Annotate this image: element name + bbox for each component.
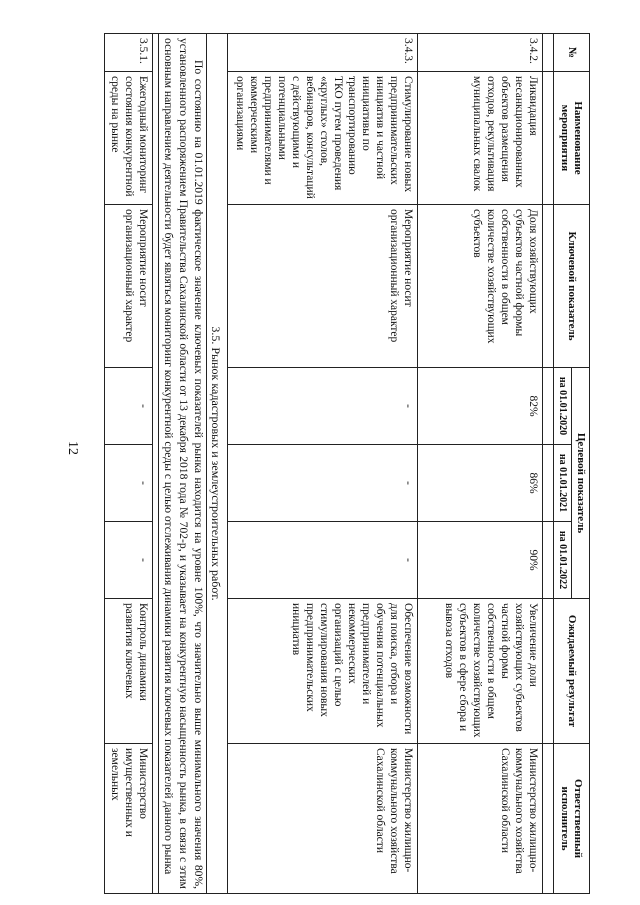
row-num: 3.5.1. — [105, 34, 153, 72]
row-name: Ежегодный мониторинг состояния конкурентной среды на рынке — [105, 72, 153, 205]
table-row — [228, 34, 418, 894]
row-value-2021: - — [105, 445, 153, 522]
row-value-2022: 90% — [418, 522, 543, 599]
header-name: Наименование мероприятия — [554, 72, 590, 205]
row-value-2022: - — [228, 522, 418, 599]
table-row — [105, 34, 153, 894]
header-year-2020: на 01.01.2020 — [554, 368, 572, 445]
row-indicator: Мероприятие носит организационный характер — [228, 205, 418, 368]
section-title-row — [207, 34, 228, 894]
section-paragraph-row — [159, 34, 207, 894]
section-title: 3.5. Рынок кадастровых и землеустроительных работ. — [207, 34, 228, 894]
table-header-row — [572, 34, 590, 894]
row-indicator: Мероприятие носит организационный характер — [105, 205, 153, 368]
header-num: № — [554, 34, 590, 72]
measures-table — [104, 33, 590, 894]
header-year-2022: на 01.01.2022 — [554, 522, 572, 599]
header-expected: Ожидаемый результат — [554, 599, 590, 744]
row-name: Ликвидация несанкционированных объектов размещения отходов, рекультивация муниципальных свалок — [418, 72, 543, 205]
row-expected: Увеличение доли хозяйствующих субъектов частной формы собственности в общем количестве хозяйствующих субъектов в сфере сбора и вывоза отходов — [418, 599, 543, 744]
section-paragraph: По состоянию на 01.01.2019 фактическое значение ключевых показателей рынка находится на уровне 100%, что значительно выше минимального значения 80%, установленного распоряжением Правительства Сахалинской области от 13 декабря 2018 года № 702-р, и указывает на конкурентную насыщенность рынка, в связи с этим основным направлением деятельности будет являться мониторинг конкурентной среды с целью отслеживания динамики развития ключевых показателей данного рынка — [159, 34, 207, 894]
spacer-row — [153, 34, 159, 894]
rotated-table-sheet — [82, 33, 590, 893]
table-row — [418, 34, 543, 894]
header-key-indicator: Ключевой показатель — [554, 205, 590, 368]
row-num: 3.4.2. — [418, 34, 543, 72]
row-value-2021: - — [228, 445, 418, 522]
row-indicator: Доля хозяйствующих субъектов частной формы собственности в общем количестве хозяйствующих субъектов — [418, 205, 543, 368]
row-responsible: Министерство жилищно-коммунального хозяйства Сахалинской области — [418, 744, 543, 894]
row-value-2022: - — [105, 522, 153, 599]
row-responsible: Министерство жилищно-коммунального хозяйства Сахалинской области — [228, 744, 418, 894]
row-value-2020: - — [228, 368, 418, 445]
row-responsible: Министерство имущественных и земельных — [105, 744, 153, 894]
row-expected: Контроль динамики развития ключевых — [105, 599, 153, 744]
row-num: 3.4.3. — [228, 34, 418, 72]
row-value-2020: 82% — [418, 368, 543, 445]
row-expected: Обеспечение возможности для поиска, отбора и обучения потенциальных предпринимателей и некоммерческих организаций с целью стимулирования новых предпринимательских инициатив — [228, 599, 418, 744]
spacer-row — [543, 34, 554, 894]
header-target: Целевой показатель — [572, 368, 590, 599]
header-responsible: Ответственный исполнитель — [554, 744, 590, 894]
page-number: 12 — [65, 441, 80, 455]
row-name: Стимулирование новых предпринимательских инициатив и частной инициативы по транспортированию ТКО путем проведения «круглых» столов, вебинаров, консультаций с действующими и потенциальными предпринимателями и коммерческими организациями — [228, 72, 418, 205]
row-value-2020: - — [105, 368, 153, 445]
row-value-2021: 86% — [418, 445, 543, 522]
header-year-2021: на 01.01.2021 — [554, 445, 572, 522]
